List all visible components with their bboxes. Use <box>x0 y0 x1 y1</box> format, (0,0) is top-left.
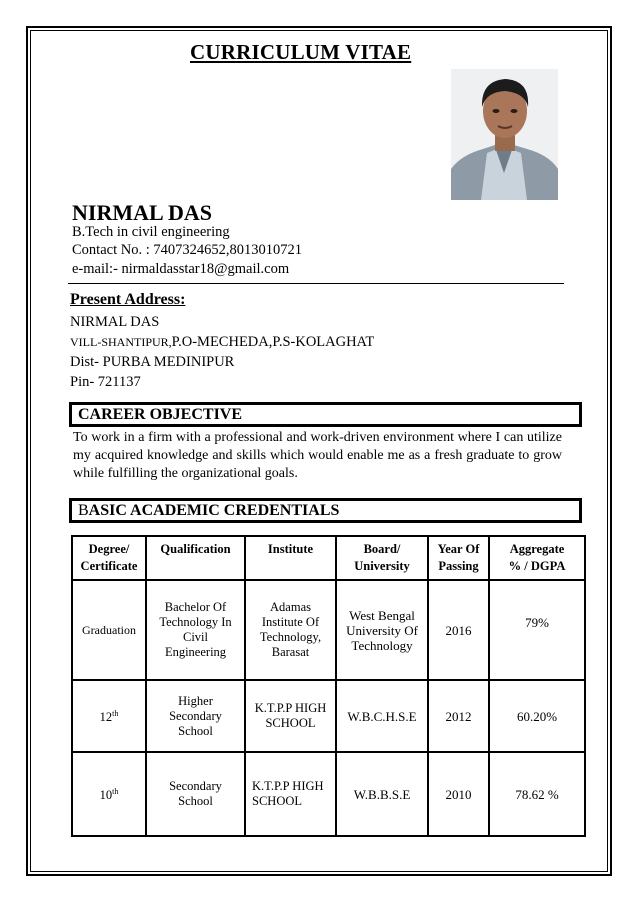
academic-table <box>71 535 586 837</box>
cell-institute-line: Barasat <box>271 645 310 659</box>
cell-degree <box>72 680 146 752</box>
cell-degree <box>72 752 146 836</box>
cell-institute <box>245 580 336 680</box>
header-aggregate-line1: Aggregate <box>509 542 565 556</box>
address-name: NIRMAL DAS <box>70 314 160 330</box>
header-divider <box>68 283 564 284</box>
academic-heading-box <box>69 498 582 523</box>
address-village <box>70 334 374 351</box>
cell-degree-text: Graduation <box>82 622 136 637</box>
career-objective-heading-box <box>69 402 582 427</box>
career-objective-heading: CAREER OBJECTIVE <box>78 406 243 423</box>
header-degree-line2: Certificate <box>80 559 138 573</box>
header-year-line2: Passing <box>438 559 479 573</box>
cell-degree-text: 10 <box>99 788 113 803</box>
degree-line: B.Tech in civil engineering <box>72 224 230 240</box>
header-year <box>428 536 489 580</box>
cell-qualification-line: Civil <box>182 630 208 644</box>
table-row <box>72 580 585 680</box>
cell-institute-line: SCHOOL <box>265 716 316 730</box>
table-row <box>72 680 585 752</box>
cell-aggregate <box>489 580 585 680</box>
cell-institute-line: SCHOOL <box>252 794 303 808</box>
cell-board-line: W.B.B.S.E <box>353 786 411 802</box>
cell-qualification <box>146 580 245 680</box>
cell-year <box>428 680 489 752</box>
cell-degree-text: 12 <box>99 710 113 725</box>
cell-board-line: University Of <box>346 622 418 638</box>
address-village-prefix: VILL-SHANTIPUR, <box>70 335 172 349</box>
header-board-line2: University <box>354 559 410 573</box>
cell-institute-line: K.T.P.P HIGH <box>254 701 327 715</box>
table-header-row <box>72 536 585 580</box>
cell-qualification-line: Technology In <box>159 615 232 629</box>
cell-aggregate <box>489 680 585 752</box>
cell-aggregate <box>489 752 585 836</box>
cell-qualification <box>146 752 245 836</box>
cell-degree-superscript: th <box>112 787 119 797</box>
cell-board <box>336 752 428 836</box>
profile-photo-illustration <box>451 69 558 200</box>
cell-aggregate-text: 78.62 % <box>515 786 559 802</box>
cell-board-line: West Bengal <box>349 607 415 623</box>
cell-board <box>336 580 428 680</box>
header-year-line1: Year Of <box>437 542 480 556</box>
cell-institute-line: Technology, <box>259 630 322 644</box>
header-degree-line1: Degree/ <box>88 542 130 556</box>
cell-year <box>428 752 489 836</box>
address-pin: Pin- 721137 <box>70 374 141 390</box>
table-row <box>72 752 585 836</box>
cell-institute-line: Institute Of <box>261 615 320 629</box>
cell-degree <box>72 580 146 680</box>
header-qualification <box>146 536 245 580</box>
address-district: Dist- PURBA MEDINIPUR <box>70 354 235 370</box>
cell-year <box>428 580 489 680</box>
cell-board-line: W.B.C.H.S.E <box>347 708 417 724</box>
header-qualification-label: Qualification <box>160 542 231 556</box>
email-line: e-mail:- nirmaldasstar18@gmail.com <box>72 261 290 277</box>
cell-institute <box>245 752 336 836</box>
cell-qualification-line: Bachelor Of <box>164 600 227 614</box>
candidate-name: NIRMAL DAS <box>72 200 212 225</box>
cell-aggregate-text: 79% <box>525 615 549 630</box>
header-aggregate-line2: % / DGPA <box>508 559 566 573</box>
cell-qualification-line: Engineering <box>164 645 227 659</box>
cell-institute-line: Adamas <box>270 600 311 614</box>
cell-degree-superscript: th <box>112 709 119 719</box>
cell-year-text: 2010 <box>445 786 472 802</box>
address-village-rest: P.O-MECHEDA,P.S-KOLAGHAT <box>171 334 375 350</box>
cell-qualification-line: School <box>178 723 213 738</box>
career-objective-text: To work in a firm with a professional and work-driven environment where I can utilize my acquired knowledge and skills which would enable me as a fresh graduate to grow while fulfilling the organizational goals. <box>73 430 562 481</box>
cell-board <box>336 680 428 752</box>
academic-heading-first-letter: B <box>78 502 89 519</box>
cell-board-line: Technology <box>351 637 413 653</box>
contact-line: Contact No. : 7407324652,8013010721 <box>72 242 302 258</box>
academic-heading-rest: ASIC ACADEMIC CREDENTIALS <box>88 502 340 519</box>
cell-qualification <box>146 680 245 752</box>
document-title: CURRICULUM VITAE <box>190 40 412 64</box>
cell-year-text: 2012 <box>445 708 472 724</box>
cell-aggregate-text: 60.20% <box>516 708 558 724</box>
header-aggregate <box>489 536 585 580</box>
header-board <box>336 536 428 580</box>
cell-year-text: 2016 <box>445 622 472 638</box>
cell-qualification-line: School <box>178 794 213 808</box>
header-institute-label: Institute <box>267 542 314 556</box>
header-degree <box>72 536 146 580</box>
header-board-line1: Board/ <box>363 542 401 556</box>
cell-institute-line: K.T.P.P HIGH <box>252 779 324 793</box>
academic-heading <box>78 502 339 520</box>
cell-institute <box>245 680 336 752</box>
cell-qualification-line: Higher <box>178 693 213 708</box>
cell-qualification-line: Secondary <box>169 708 222 723</box>
header-institute <box>245 536 336 580</box>
cell-qualification-line: Secondary <box>169 779 222 793</box>
profile-photo <box>451 69 558 200</box>
academic-table-body <box>72 580 585 836</box>
present-address-heading: Present Address: <box>70 291 186 308</box>
